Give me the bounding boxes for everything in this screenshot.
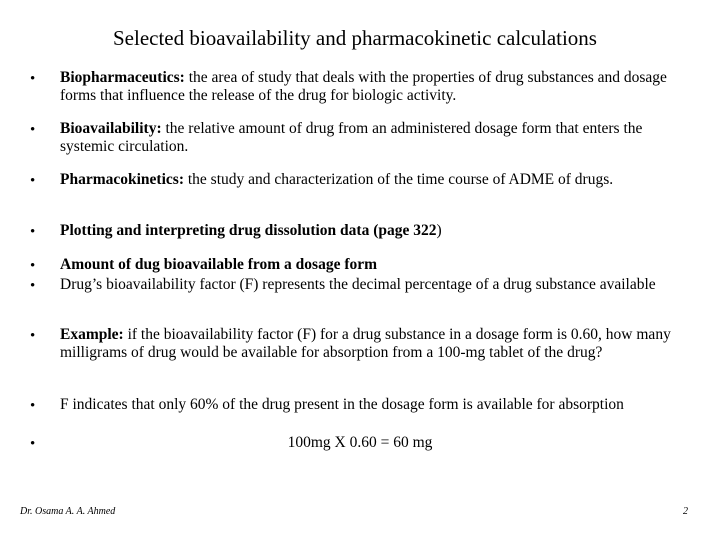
bullet-term: Amount of dug bioavailable from a dosage form [60, 256, 378, 273]
bullet-marker: • [30, 71, 36, 87]
bullet-marker: • [30, 173, 36, 189]
bullet-text: if the bioavailability factor (F) for a drug substance in a dosage form is 0.60, how many milligrams of drug would be available for absorption from a 100-mg tablet of the drug? [60, 326, 671, 361]
bullet-bioavailability [60, 120, 700, 155]
page-number: 2 [683, 506, 688, 517]
slide-title: Selected bioavailability and pharmacokinetic calculations [113, 26, 597, 50]
bullet-text: Drug’s bioavailability factor (F) represents the decimal percentage of a drug substance available [60, 276, 656, 293]
bullet-biopharmaceutics [60, 69, 700, 104]
bullet-term: Plotting and interpreting drug dissolution data (page 322 [60, 222, 437, 239]
bullet-marker: • [30, 278, 36, 294]
bullet-marker: • [30, 398, 36, 414]
bullet-amount-bioavailable [60, 256, 700, 274]
bullet-text: F indicates that only 60% of the drug present in the dosage form is available for absorption [60, 396, 624, 413]
bullet-example [60, 326, 700, 361]
bullet-marker: • [30, 436, 36, 452]
bullet-term: Pharmacokinetics: [60, 171, 184, 188]
bullet-term: Bioavailability: [60, 120, 162, 137]
bullet-text: ) [436, 222, 442, 239]
bullet-text: the relative amount of drug from an administered dosage form that enters the systemic circulation. [60, 120, 643, 155]
bullet-marker: • [30, 258, 36, 274]
bullet-f-indicates [60, 396, 700, 414]
bullet-term: Biopharmaceutics: [60, 69, 185, 86]
bullet-term: Example: [60, 326, 124, 343]
bullet-dissolution-data [60, 222, 700, 240]
bullet-bioavailability-factor [60, 276, 700, 294]
bullet-text: the study and characterization of the time course of ADME of drugs. [183, 171, 614, 188]
bullet-marker: • [30, 328, 36, 344]
bullet-marker: • [30, 224, 36, 240]
footer-author: Dr. Osama A. A. Ahmed [20, 506, 116, 517]
bullet-marker: • [30, 122, 36, 138]
calculation-result: 100mg X 0.60 = 60 mg [287, 434, 433, 451]
bullet-text: the area of study that deals with the properties of drug substances and dosage forms that influence the release of the drug for biologic activity. [60, 69, 667, 104]
bullet-pharmacokinetics [60, 171, 700, 189]
